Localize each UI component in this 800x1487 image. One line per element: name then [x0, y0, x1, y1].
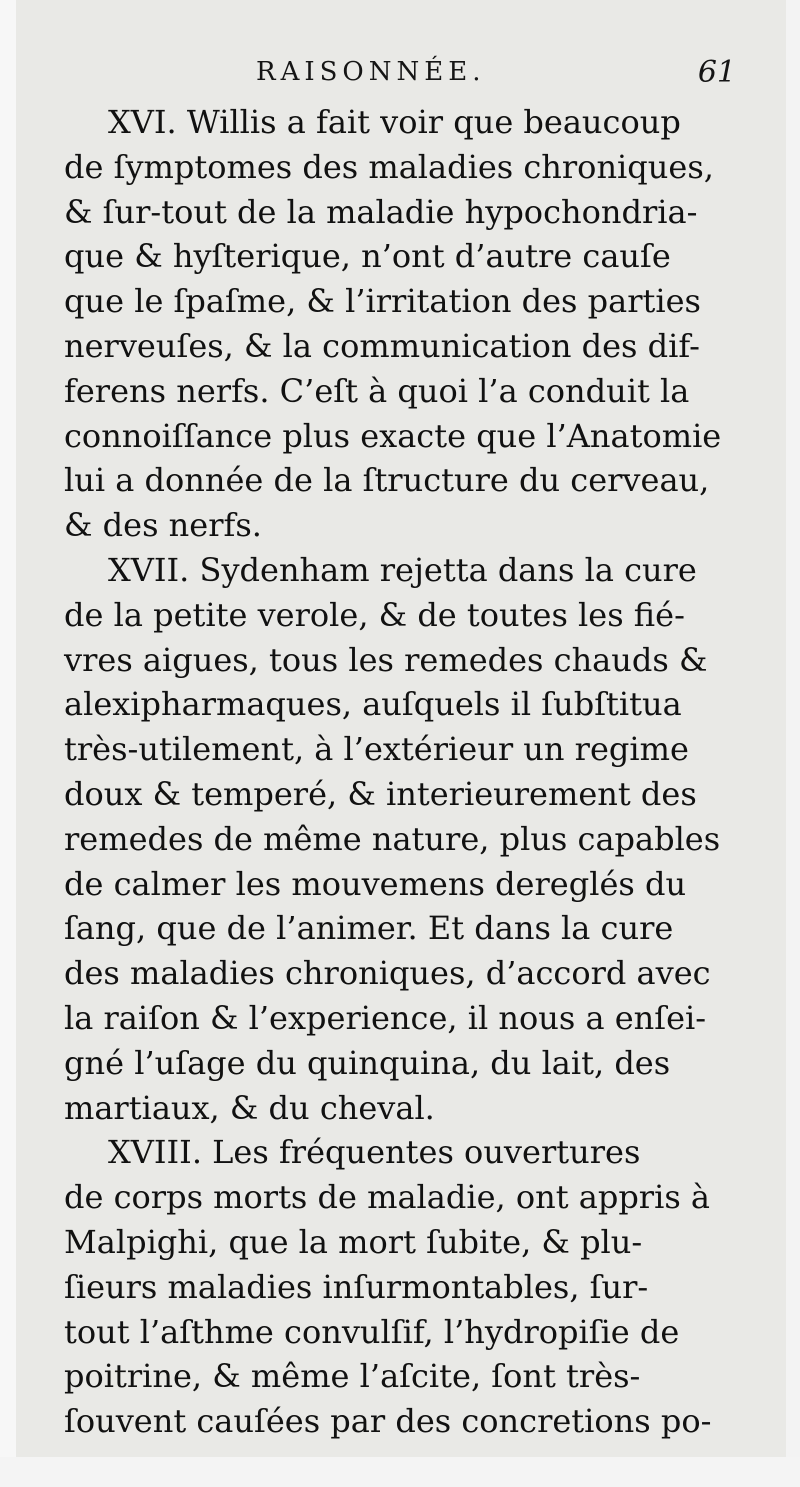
page-header	[60, 55, 740, 95]
text-line: la raiſon & l’experience, il nous a enſei-	[64, 998, 707, 1037]
text-line: de ſymptomes des maladies chroniques,	[64, 147, 714, 186]
text-line: nerveuſes, & la communication des dif-	[64, 326, 700, 365]
text-line: Malpighi, que la mort ſubite, & plu-	[64, 1222, 643, 1261]
text-line: & ſur-tout de la maladie hypochondria-	[64, 192, 698, 231]
text-line: alexipharmaques, auſquels il ſubſtitua	[64, 685, 682, 724]
text-line: ſieurs maladies inſurmontables, ſur-	[64, 1267, 649, 1306]
text-line: lui a donnée de la ſtructure du cerveau,	[64, 461, 710, 500]
text-line: de calmer les mouvemens dereglés du	[64, 864, 687, 903]
text-line: très-utilement, à l’extérieur un regime	[64, 730, 689, 769]
text-line: des maladies chroniques, d’accord avec	[64, 954, 711, 993]
text-line: XVII. Sydenham rejetta dans la cure	[108, 550, 697, 589]
text-line: ferens nerfs. C’eſt à quoi l’a conduit la	[64, 371, 690, 410]
text-line: ſang, que de l’animer. Et dans la cure	[64, 909, 674, 948]
text-line: ſouvent cauſées par des concretions po-	[64, 1402, 712, 1441]
text-line: que le ſpaſme, & l’irritation des parties	[64, 282, 701, 321]
running-head: RAISONNÉE.	[256, 57, 486, 87]
page-right-margin	[786, 0, 800, 1487]
text-line: & des nerfs.	[64, 506, 262, 545]
body-text	[64, 100, 734, 1444]
text-line: remedes de même nature, plus capables	[64, 819, 721, 858]
text-line: poitrine, & même l’aſcite, ſont très-	[64, 1357, 641, 1396]
text-line: XVIII. Les fréquentes ouvertures	[108, 1133, 641, 1172]
page-bottom-margin	[0, 1457, 800, 1487]
text-line: martiaux, & du cheval.	[64, 1088, 435, 1127]
page-left-margin	[0, 0, 16, 1487]
text-line: gné l’uſage du quinquina, du lait, des	[64, 1043, 671, 1082]
text-line: connoiſſance plus exacte que l’Anatomie	[64, 416, 722, 455]
text-line: que & hyſterique, n’ont d’autre cauſe	[64, 237, 671, 276]
text-line: doux & temperé, & interieurement des	[64, 774, 697, 813]
text-line: tout l’aſthme convulſif, l’hydropiſie de	[64, 1312, 680, 1351]
text-line: de corps morts de maladie, ont appris à	[64, 1178, 710, 1217]
page-number: 61	[697, 55, 736, 90]
text-line: vres aigues, tous les remedes chauds &	[64, 640, 708, 679]
text-line: XVI. Willis a fait voir que beaucoup	[108, 103, 681, 141]
text-line: de la petite verole, & de toutes les fié-	[64, 595, 685, 634]
